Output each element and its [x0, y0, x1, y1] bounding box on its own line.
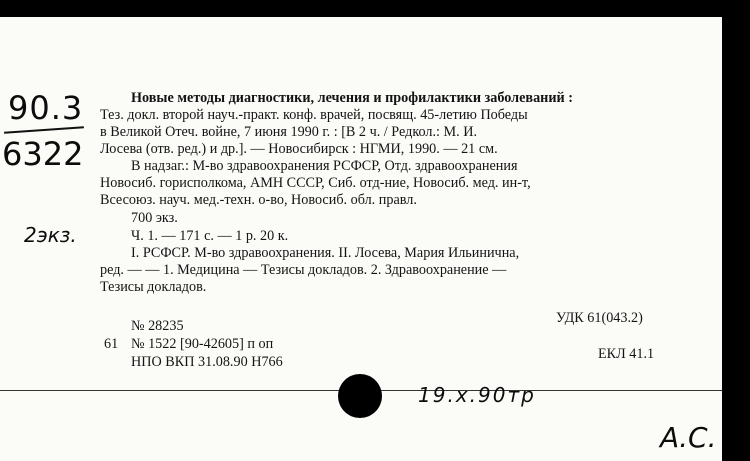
print-run: 700 экз.	[131, 210, 178, 226]
handwritten-call-number-top: 90.3	[8, 89, 84, 127]
tracing-line-3: Тезисы докладов.	[100, 279, 207, 295]
record-description-line-1: Тез. докл. второй науч.-практ. конф. врачей, посвящ. 45-летию Победы	[100, 107, 528, 123]
handwritten-underline	[4, 126, 84, 134]
handwritten-date: 19.x.90тр	[418, 383, 536, 407]
handwritten-call-number-bottom: 6322	[2, 135, 84, 173]
handwritten-copies-note: 2экз.	[24, 223, 77, 247]
overhead-line-2: Новосиб. горисполкома, АМН СССР, Сиб. отд-ние, Новосиб. мед. ин-т,	[100, 175, 531, 191]
tracing-line-1: I. РСФСР. М-во здравоохранения. II. Лосева, Мария Ильинична,	[131, 245, 520, 261]
overhead-line-3: Всесоюз. науч. мед.-техн. о-во, Новосиб. обл. правл.	[100, 192, 417, 208]
order-prefix: 61	[104, 336, 119, 352]
part-pages-price: Ч. 1. — 171 с. — 1 р. 20 к.	[131, 228, 289, 244]
card-punch-hole	[338, 374, 382, 418]
record-title: Новые методы диагностики, лечения и профилактики заболеваний :	[131, 90, 573, 106]
udk-classification: УДК 61(043.2)	[556, 310, 643, 326]
order-number: № 1522 [90-42605] п оп	[131, 336, 274, 352]
tracing-line-2: ред. — — 1. Медицина — Тезисы докладов. 2. Здравоохранение —	[100, 262, 507, 278]
record-description-line-3: Лосева (отв. ред.) и др.]. — Новосибирск : НГМИ, 1990. — 21 см.	[100, 141, 498, 157]
ekl-classification: ЕКЛ 41.1	[598, 346, 655, 362]
npo-vkp-line: НПО ВКП 31.08.90 Н766	[131, 354, 283, 370]
overhead-line-1: В надзаг.: М-во здравоохранения РСФСР, Отд. здравоохранения	[131, 158, 518, 174]
catalog-card	[0, 17, 722, 461]
record-description-line-2: в Великой Отеч. войне, 7 июня 1990 г. : [В 2 ч. / Редкол.: М. И.	[100, 124, 478, 140]
handwritten-initials: А.С.	[660, 421, 717, 454]
card-number: № 28235	[131, 318, 184, 334]
